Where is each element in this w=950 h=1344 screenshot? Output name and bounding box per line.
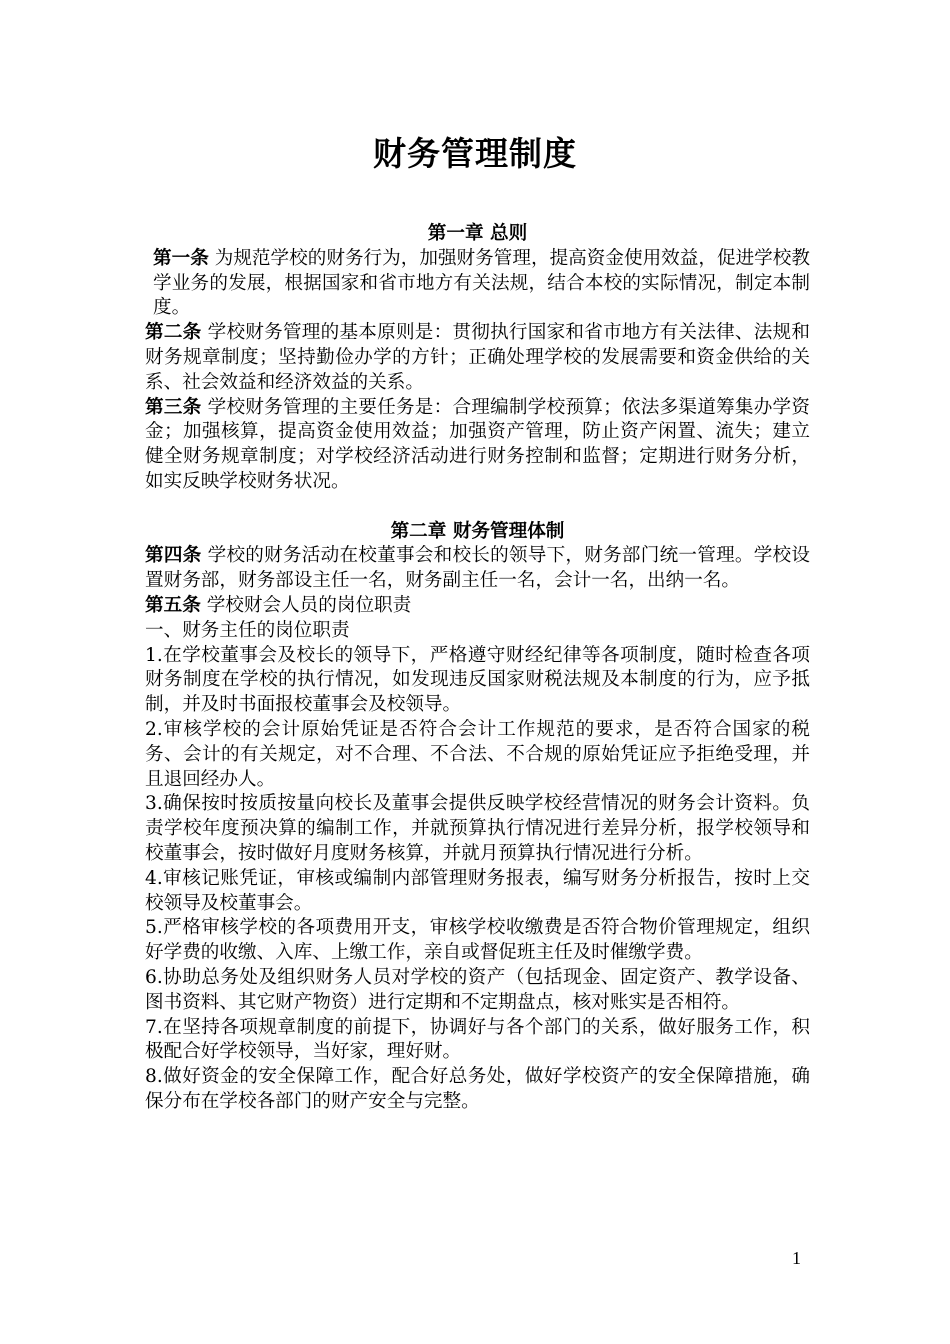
list-item: 3.确保按时按质按量向校长及董事会提供反映学校经营情况的财务会计资料。负责学校年度预决算的编制工作，并就预算执行情况进行差异分析，报学校领导和校董事会，按时做好月度财务核算，并就月预算执行情况进行分析。 (145, 793, 810, 864)
list-item: 1.在学校董事会及校长的领导下，严格遵守财经纪律等各项制度，随时检查各项财务制度在学校的执行情况，如发现违反国家财税法规及本制度的行为，应予抵制，并及时书面报校董事会及校领导。 (145, 644, 810, 716)
list-item: 5.严格审核学校的各项费用开支，审核学校收缴费是否符合物价管理规定，组织好学费的收缴、入库、上缴工作，亲自或督促班主任及时催缴学费。 (145, 917, 810, 964)
article-label: 第五条 (145, 594, 201, 616)
list-item: 2.审核学校的会计原始凭证是否符合会计工作规范的要求，是否符合国家的税务、会计的有关规定，对不合理、不合法、不合规的原始凭证应予拒绝受理，并且退回经办人。 (145, 718, 810, 790)
section-title: 一、财务主任的岗位职责 (145, 619, 350, 641)
article-text: 学校财会人员的岗位职责 (200, 594, 412, 616)
list-item: 7.在坚持各项规章制度的前提下，协调好与各个部门的关系，做好服务工作，积极配合好学校领导，当好家，理好财。 (145, 1016, 810, 1063)
document-body (145, 222, 810, 1115)
article-label: 第一条 (153, 247, 209, 269)
article-text: 学校的财务活动在校董事会和校长的领导下，财务部门统一管理。学校设置财务部，财务部设主任一名，财务副主任一名，会计一名，出纳一名。 (145, 545, 810, 592)
list-item: 4.审核记账凭证，审核或编制内部管理财务报表，编写财务分析报告，按时上交校领导及校董事会。 (145, 867, 810, 914)
spacer (145, 495, 810, 520)
article-text: 学校财务管理的主要任务是：合理编制学校预算；依法多渠道筹集办学资金；加强核算，提高资金使用效益；加强资产管理，防止资产闲置、流失；建立健全财务规章制度；对学校经济活动进行财务控制和监督；定期进行财务分析，如实反映学校财务状况。 (145, 396, 810, 492)
article-label: 第三条 (145, 396, 202, 418)
article-1 (145, 247, 810, 321)
article-label: 第二条 (145, 322, 202, 344)
article-label: 第四条 (145, 545, 202, 567)
article-3 (145, 396, 810, 495)
chapter-2-heading: 第二章 财务管理体制 (390, 520, 565, 542)
chapter-1-heading: 第一章 总则 (427, 223, 528, 244)
list-item: 8.做好资金的安全保障工作，配合好总务处，做好学校资产的安全保障措施，确保分布在学校各部门的财产安全与完整。 (145, 1066, 810, 1112)
article-text: 学校财务管理的基本原则是：贯彻执行国家和省市地方有关法律、法规和财务规章制度；坚持勤俭办学的方针；正确处理学校的发展需要和资金供给的关系、社会效益和经济效益的关系。 (145, 322, 810, 393)
article-2 (145, 321, 810, 395)
article-4 (145, 544, 810, 594)
list-item: 6.协助总务处及组织财务人员对学校的资产（包括现金、固定资产、教学设备、图书资料、其它财产物资）进行定期和不定期盘点，核对账实是否相符。 (145, 966, 810, 1013)
article-text: 为规范学校的财务行为，加强财务管理，提高资金使用效益，促进学校教学业务的发展，根据国家和省市地方有关法规，结合本校的实际情况，制定本制度。 (153, 247, 810, 319)
document-title: 财务管理制度 (373, 134, 577, 173)
article-5 (145, 594, 810, 619)
page-number: 1 (792, 1248, 801, 1268)
